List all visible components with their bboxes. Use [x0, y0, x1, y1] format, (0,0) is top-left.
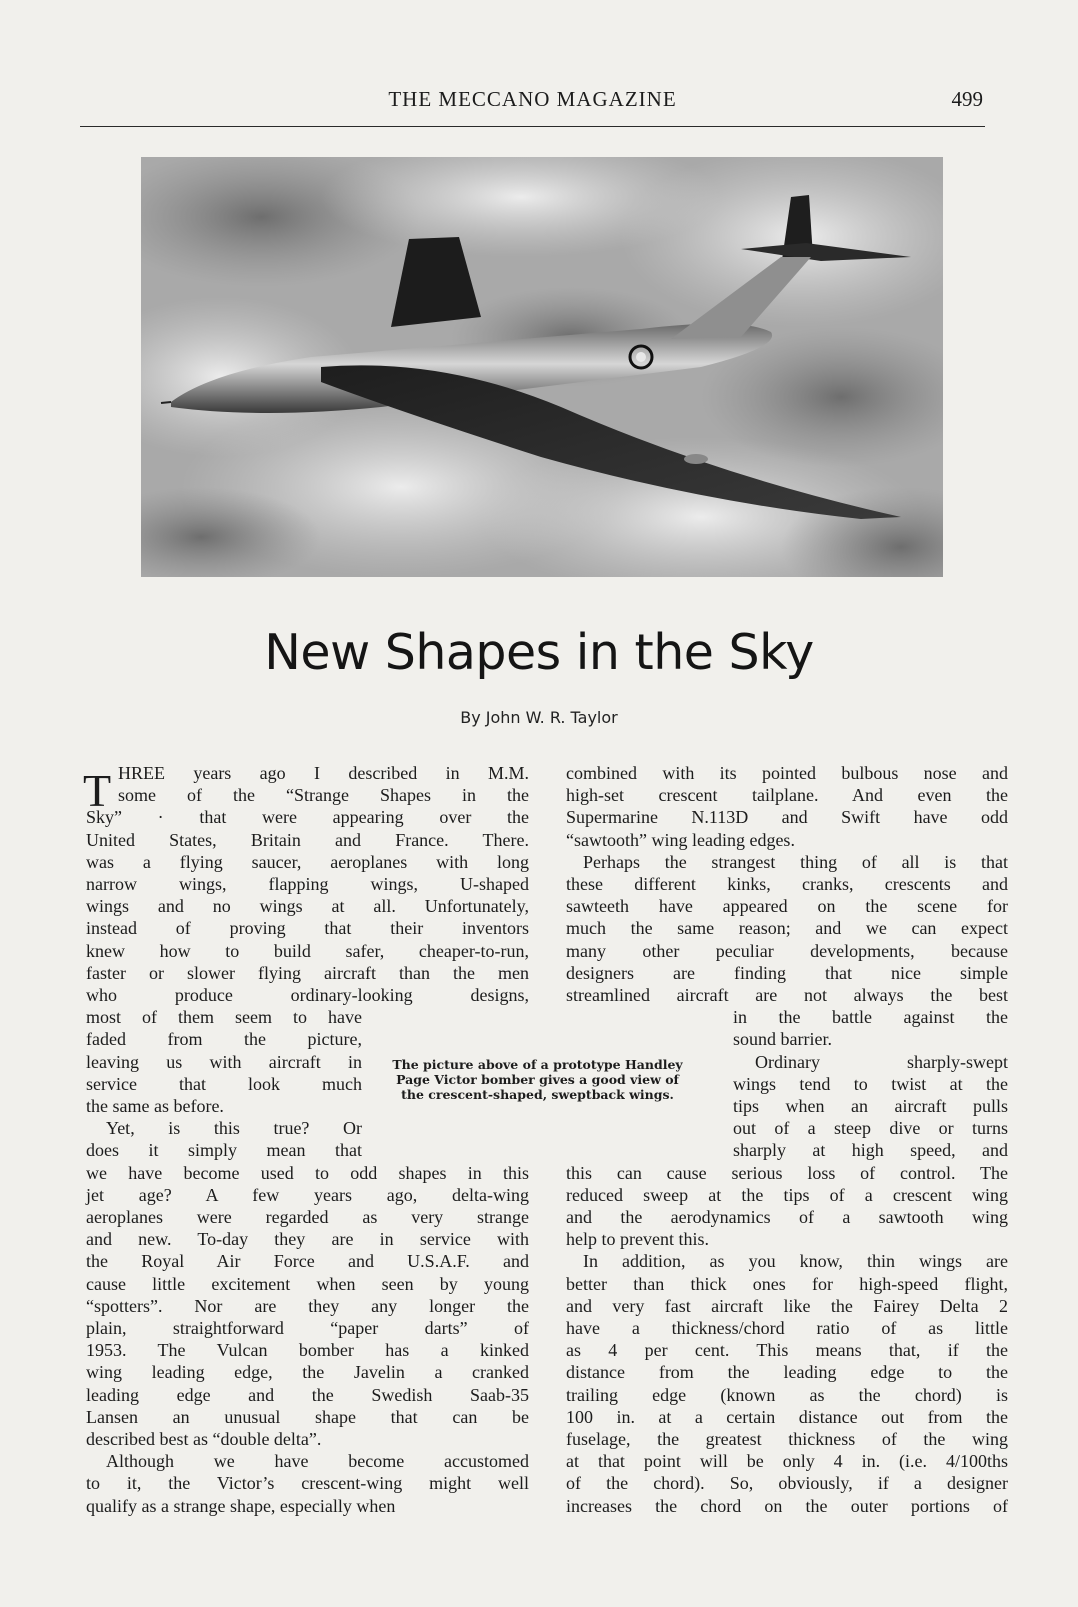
left_column-line: Sky” · that were appearing over the — [86, 807, 529, 828]
left_column-line: Yet, is this true? Or — [106, 1118, 362, 1139]
left_column-line: “spotters”. Nor are they any longer the — [86, 1295, 529, 1316]
right_column-line: sawteeth have appeared on the scene for — [566, 896, 1008, 917]
article-title: New Shapes in the Sky — [264, 624, 814, 681]
right_column-line: as 4 per cent. This means that, if the — [566, 1340, 1008, 1361]
left_column-line: jet age? A few years ago, delta-wing — [86, 1184, 529, 1205]
left_column-line: who produce ordinary-looking designs, — [86, 985, 529, 1005]
page-header — [80, 82, 985, 127]
left_column-line: faded from the picture, — [86, 1029, 362, 1050]
right_column-line: at that point will be only 4 in. (i.e. 4/100ths — [566, 1451, 1008, 1472]
right_column-line: in the battle against the — [733, 1007, 1008, 1028]
right_column-line: “sawtooth” wing leading edges. — [566, 829, 795, 850]
left_column-line: Lansen an unusual shape that can be — [86, 1406, 529, 1427]
right_column-line: sound barrier. — [733, 1029, 832, 1050]
left_column-line: plain, straightforward “paper darts” of — [86, 1318, 529, 1338]
right_column-line: better than thick ones for high-speed flight, — [566, 1273, 1008, 1294]
left_column-line: qualify as a strange shape, especially when — [86, 1495, 396, 1516]
right_column-line: trailing edge (known as the chord) is — [566, 1384, 1008, 1405]
left_column-line: United States, Britain and France. There. — [86, 829, 529, 850]
running-head: THE MECCANO MAGAZINE — [388, 87, 677, 111]
right_column-line: sharply at high speed, and — [733, 1140, 1008, 1161]
left_column-line: wing leading edge, the Javelin a cranked — [86, 1362, 529, 1383]
right_column-line: increases the chord on the outer portions of — [566, 1495, 1008, 1516]
right_column-line: 100 in. at a certain distance out from the — [566, 1406, 1008, 1427]
right_column-line: this can cause serious loss of control. The — [566, 1162, 1008, 1183]
aircraft-illustration-icon — [141, 157, 943, 577]
page-number: 499 — [951, 87, 983, 111]
left_column-line: service that look much — [86, 1073, 362, 1094]
right_column-line: tips when an aircraft pulls — [733, 1096, 1008, 1116]
right_column-line: Ordinary sharply-swept — [755, 1051, 1008, 1072]
left_column-line: the Royal Air Force and U.S.A.F. and — [86, 1251, 529, 1272]
right_column-line: and very fast aircraft like the Fairey Delta 2 — [566, 1295, 1008, 1316]
left_column-line: most of them seem to have — [86, 1007, 362, 1028]
left_column-line: wings and no wings at all. Unfortunately, — [86, 896, 529, 917]
left_column-line: to it, the Victor’s crescent-wing might well — [86, 1473, 529, 1494]
left_column-line: cause little excitement when seen by young — [86, 1273, 529, 1294]
drop-cap: T — [83, 765, 112, 816]
right_column-line: combined with its pointed bulbous nose and — [566, 763, 1008, 783]
right_column-line: much the same reason; and we can expect — [566, 918, 1008, 939]
left_column-line: HREE years ago I described in M.M. — [118, 763, 529, 783]
article-byline: By John W. R. Taylor — [460, 708, 618, 727]
right_column-line: have a thickness/chord ratio of as little — [566, 1318, 1008, 1338]
right_column-line: distance from the leading edge to the — [566, 1362, 1008, 1383]
right_column-line: designers are finding that nice simple — [566, 962, 1008, 983]
photo-caption: The picture above of a prototype Handley Page Victor bomber gives a good view of the crescent-shaped, sweptback wings. — [392, 1057, 683, 1102]
left_column-line: described best as “double delta”. — [86, 1429, 322, 1449]
left_column-line: some of the “Strange Shapes in the — [118, 785, 529, 806]
right_column-line: In addition, as you know, thin wings are — [583, 1251, 1008, 1272]
right_column-line: out of a steep dive or turns — [733, 1118, 1008, 1139]
left_column-line: knew how to build safer, cheaper-to-run, — [86, 940, 529, 961]
right_column-line: Supermarine N.113D and Swift have odd — [566, 807, 1008, 828]
right_column-line: help to prevent this. — [566, 1229, 709, 1250]
left_column-line: 1953. The Vulcan bomber has a kinked — [86, 1340, 529, 1361]
left_column-line: we have become used to odd shapes in this — [86, 1162, 529, 1183]
left_column-line: aeroplanes were regarded as very strange — [86, 1207, 529, 1227]
right_column-line: reduced sweep at the tips of a crescent wing — [566, 1184, 1008, 1205]
left_column-line: leading edge and the Swedish Saab-35 — [86, 1384, 529, 1405]
right_column-line: and the aerodynamics of a sawtooth wing — [566, 1207, 1008, 1227]
left_column-line: instead of proving that their inventors — [86, 918, 529, 939]
right_column-line: of the chord). So, obviously, if a designer — [566, 1473, 1008, 1494]
left_column-line: and new. To-day they are in service with — [86, 1229, 529, 1250]
right_column-line: Perhaps the strangest thing of all is that — [583, 851, 1008, 872]
right_column-line: high-set crescent tailplane. And even the — [566, 785, 1008, 806]
right_column-line: these different kinks, cranks, crescents and — [566, 874, 1008, 894]
left_column-line: does it simply mean that — [86, 1140, 362, 1161]
right_column-line: many other peculiar developments, because — [566, 940, 1008, 961]
left_column-line: faster or slower flying aircraft than the men — [86, 962, 529, 983]
right_column-line: fuselage, the greatest thickness of the wing — [566, 1429, 1008, 1449]
left_column-line: the same as before. — [86, 1096, 224, 1116]
left_column-line: Although we have become accustomed — [106, 1451, 529, 1472]
left_column-line: narrow wings, flapping wings, U-shaped — [86, 874, 529, 894]
right_column-line: streamlined aircraft are not always the best — [566, 985, 1008, 1005]
left_column-line: was a flying saucer, aeroplanes with long — [86, 851, 529, 872]
right_column-line: wings tend to twist at the — [733, 1073, 1008, 1094]
left_column-line: leaving us with aircraft in — [86, 1051, 362, 1072]
aircraft-photo — [141, 157, 943, 577]
